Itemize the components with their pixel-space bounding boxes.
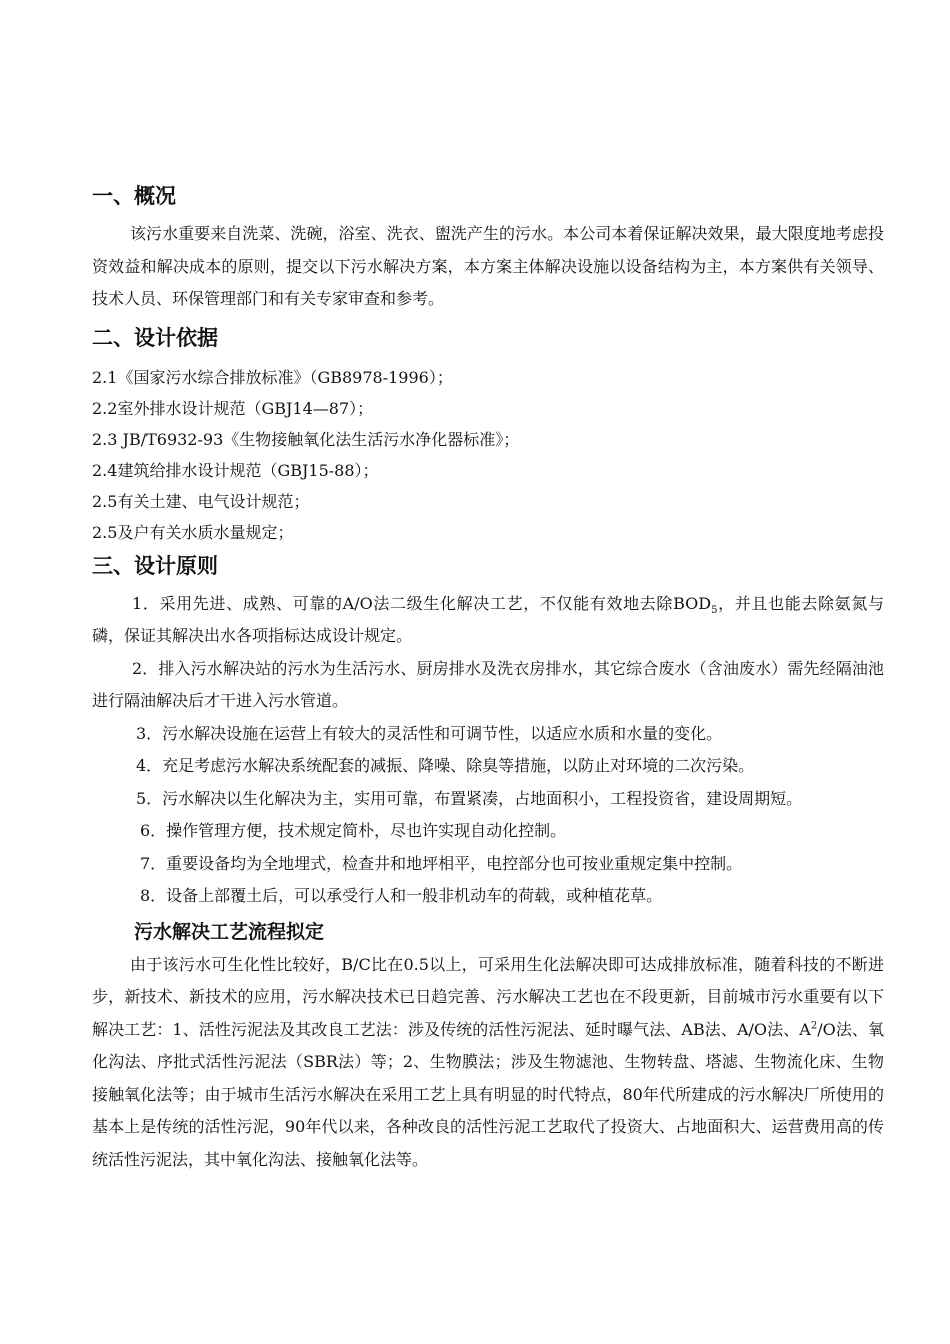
design-basis-list xyxy=(92,362,884,548)
list-item: 2.5及户有关水质水量规定； xyxy=(92,522,294,542)
principle-3: 3．污水解决设施在运营上有较大的灵活性和可调节性，以适应水质和水量的变化。 xyxy=(136,723,723,743)
list-item: 2.2室外排水设计规范（GBJ14—87）； xyxy=(92,398,374,418)
principle-7: 7．重要设备均为全地埋式，检查井和地坪相平，电控部分也可按业重规定集中控制。 xyxy=(140,853,743,873)
principle-8: 8．设备上部覆土后，可以承受行人和一般非机动车的荷载，或种植花草。 xyxy=(140,886,663,905)
principle-5: 5．污水解决以生化解决为主，实用可靠，布置紧凑，占地面积小，工程投资省，建设周期短。 xyxy=(136,788,803,808)
bod-subscript: 5 xyxy=(711,604,718,616)
section-heading-overview: 一、概况 xyxy=(92,184,176,208)
section-heading-design-principles: 三、设计原则 xyxy=(92,553,218,578)
principle-1-text-b: ，并且也能去除氨氮与磷，保证其解决出水各项指标达成设计规定。 xyxy=(92,593,884,645)
section-heading-process-flow: 污水解决工艺流程拟定 xyxy=(134,920,325,943)
list-item: 2.1《国家污水综合排放标准》（GB8978-1996）； xyxy=(92,367,453,387)
principle-2: 2．排入污水解决站的污水为生活污水、厨房排水及洗衣房排水，其它综合废水（含油废水）需先经隔油池进行隔油解决后才干进入污水管道。 xyxy=(92,658,884,710)
document-body xyxy=(92,178,884,1176)
a2-superscript: 2 xyxy=(810,1020,818,1032)
process-flow-paragraph xyxy=(92,949,884,1177)
list-item: 2.5有关土建、电气设计规范； xyxy=(92,491,310,511)
overview-paragraph: 该污水重要来自洗菜、洗碗，浴室、洗衣、盥洗产生的污水。本公司本着保证解决效果，最大限度地考虑投资效益和解决成本的原则，提交以下污水解决方案，本方案主体解决设施以设备结构为主，本方案供有关领导、技术人员、环保管理部门和有关专家审查和参考。 xyxy=(92,224,884,308)
principle-1 xyxy=(92,588,884,653)
principle-4: 4．充足考虑污水解决系统配套的减振、降噪、除臭等措施，以防止对环境的二次污染。 xyxy=(136,756,755,775)
process-flow-text-b: /O法、氧化沟法、序批式活性污泥法（SBR法）等；2、生物膜法；涉及生物滤池、生物转盘、塔滤、生物流化床、生物接触氧化法等；由于城市生活污水解决在采用工艺上具有明显的时代特点，80年代所建成的污水解决厂所使用的基本上是传统的活性污泥，90年代以来，各种改良的活性污泥工艺取代了投资大、占地面积大、运营费用高的传统活性污泥法，其中氧化沟法、接触氧化法等。 xyxy=(92,1019,884,1169)
principle-1-text-a: 1．采用先进、成熟、可靠的A/O法二级生化解决工艺，不仅能有效地去除BOD xyxy=(132,593,712,613)
section-heading-design-basis: 二、设计依据 xyxy=(92,325,218,350)
list-item: 2.3 JB/T6932-93《生物接触氧化法生活污水净化器标准》； xyxy=(92,429,520,449)
principle-6: 6．操作管理方便，技术规定简朴，尽也许实现自动化控制。 xyxy=(140,821,567,840)
list-item: 2.4建筑给排水设计规范（GBJ15-88）； xyxy=(92,460,379,480)
process-flow-text-a: 由于该污水可生化性比较好，B/C比在0.5以上，可采用生化法解决即可达成排放标准，随着科技的不断进步，新技术、新技术的应用，污水解决技术已日趋完善、污水解决工艺也在不段更新，目前城市污水重要有以下解决工艺：1、活性污泥法及其改良工艺法：涉及传统的活性污泥法、延时曝气法、AB法、A/O法、A xyxy=(92,954,884,1039)
